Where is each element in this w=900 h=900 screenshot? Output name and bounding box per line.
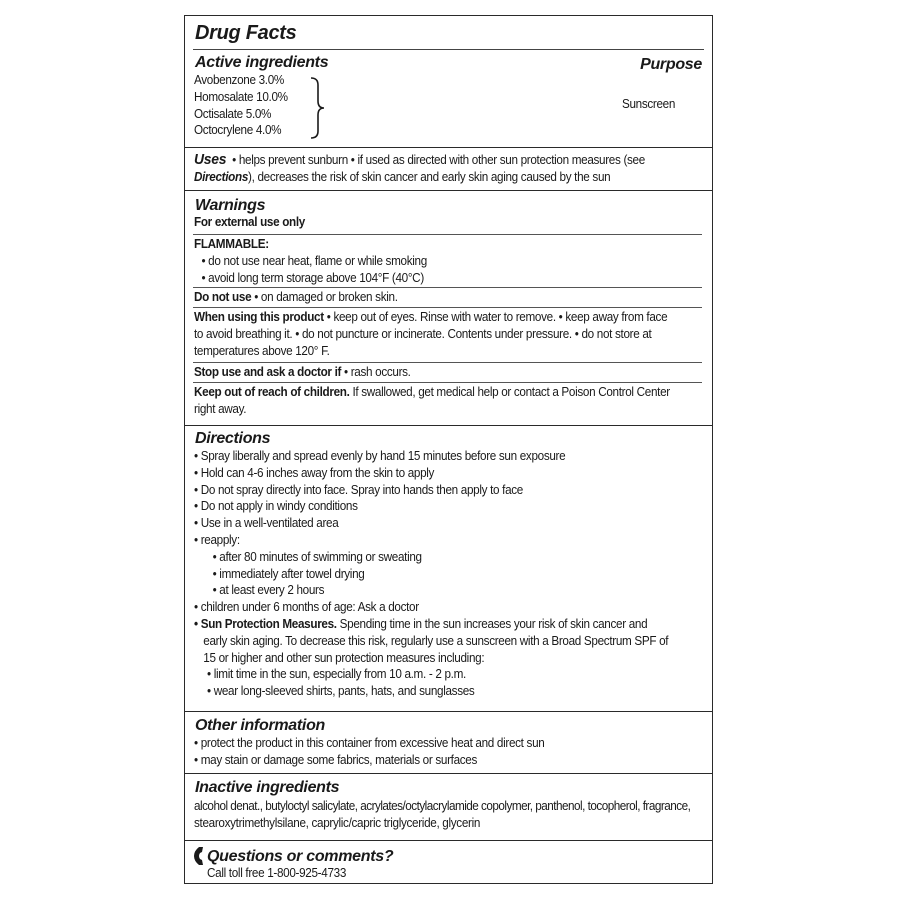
sub-rule [193, 362, 702, 363]
spm-line3: 15 or higher and other sun protection measures including: [203, 650, 485, 665]
section-rule [185, 190, 712, 191]
inactive-heading: Inactive ingredients [195, 779, 340, 796]
keep-out-line2: right away. [194, 401, 247, 416]
stop-use [194, 364, 411, 381]
flammable-item: • avoid long term storage above 104°F (40°C) [201, 270, 424, 285]
direction-item: • children under 6 months of age: Ask a doctor [194, 600, 419, 615]
title-rule [193, 49, 704, 50]
ingredient-brace [307, 76, 327, 140]
other-info-list [194, 735, 544, 769]
stop-use-label: Stop use and ask a doctor if [194, 365, 342, 379]
sub-rule [193, 382, 702, 383]
active-ingredient: Octisalate 5.0% [194, 106, 272, 121]
active-ingredient: Avobenzone 3.0% [194, 73, 284, 87]
keep-out [194, 384, 670, 418]
spm-line1: Spending time in the sun increases your risk of skin cancer and [336, 616, 648, 631]
direction-item: • Use in a well-ventilated area [194, 516, 339, 531]
direction-item: • Spray liberally and spread evenly by hand 15 minutes before sun exposure [194, 449, 566, 463]
flammable-block [194, 236, 427, 286]
section-rule [185, 425, 712, 426]
warnings-heading: Warnings [195, 197, 266, 214]
other-info-item: • may stain or damage some fabrics, materials or surfaces [194, 752, 478, 767]
sub-rule [193, 234, 702, 235]
other-info-item: • protect the product in this container from excessive heat and direct sun [194, 736, 545, 750]
section-rule [185, 711, 712, 712]
direction-item: • Do not spray directly into face. Spray into hands then apply to face [194, 482, 523, 497]
direction-item: • Hold can 4-6 inches away from the skin to apply [194, 465, 435, 480]
when-using-line1: • keep out of eyes. Rinse with water to remove. • keep away from face [323, 310, 668, 324]
when-using-line2: to avoid breathing it. • do not puncture or incinerate. Contents under pressure. • do not store at [194, 326, 652, 341]
phone-icon [194, 846, 206, 866]
uses-section [194, 152, 645, 186]
reapply-item: • at least every 2 hours [212, 583, 325, 598]
uses-line2: ), decreases the risk of skin cancer and early skin aging caused by the sun [248, 169, 611, 184]
purpose-sunscreen: Sunscreen [622, 97, 676, 111]
do-not-use-text: • on damaged or broken skin. [251, 290, 398, 304]
uses-heading: Uses [194, 151, 227, 168]
spm-item: • wear long-sleeved shirts, pants, hats, and sunglasses [207, 684, 475, 699]
stop-use-text: • rash occurs. [341, 365, 411, 379]
drug-facts-title: Drug Facts [195, 22, 297, 44]
purpose-heading: Purpose [640, 56, 702, 73]
sub-rule [193, 307, 702, 308]
directions-heading: Directions [195, 430, 271, 447]
active-ingredient-list [194, 72, 288, 139]
section-rule [185, 773, 712, 774]
inactive-line2: stearoxytrimethylsilane, caprylic/capric triglyceride, glycerin [194, 815, 481, 830]
questions-heading: Questions or comments? [207, 848, 394, 865]
flammable-item: • do not use near heat, flame or while smoking [201, 253, 427, 268]
flammable-label: FLAMMABLE: [194, 237, 269, 251]
direction-item: • Do not apply in windy conditions [194, 499, 358, 514]
do-not-use [194, 289, 398, 306]
uses-directions-ref: Directions [194, 169, 249, 184]
when-using-line3: temperatures above 120° F. [194, 343, 330, 358]
drug-facts-panel [184, 15, 713, 884]
other-info-heading: Other information [195, 717, 326, 734]
active-ingredients-heading: Active ingredients [195, 54, 329, 71]
uses-line1: • helps prevent sunburn • if used as directed with other sun protection measures (see [232, 153, 645, 167]
spm-item: • limit time in the sun, especially from 10 a.m. - 2 p.m. [207, 667, 466, 682]
active-ingredient: Homosalate 10.0% [194, 89, 288, 104]
questions-phone: Call toll free 1-800-925-4733 [207, 866, 347, 880]
keep-out-line1: If swallowed, get medical help or contact a Poison Control Center [349, 385, 670, 399]
keep-out-label: Keep out of reach of children. [194, 385, 350, 399]
reapply-item: • after 80 minutes of swimming or sweating [212, 549, 422, 564]
external-use-only: For external use only [194, 215, 305, 229]
spm-label: • Sun Protection Measures. [194, 616, 337, 631]
inactive-line1: alcohol denat., butyloctyl salicylate, acrylates/octylacrylamide copolymer, panthenol, tocopherol, fragrance, [194, 799, 691, 813]
section-rule [185, 147, 712, 148]
spm-line2: early skin aging. To decrease this risk, regularly use a sunscreen with a Broad Spectrum SPF of [203, 633, 669, 648]
active-ingredient: Octocrylene 4.0% [194, 123, 282, 138]
inactive-list [194, 798, 690, 832]
section-rule [185, 840, 712, 841]
direction-item: • reapply: [194, 532, 240, 547]
directions-list [194, 448, 668, 700]
sub-rule [193, 287, 702, 288]
reapply-item: • immediately after towel drying [212, 566, 365, 581]
when-using-label: When using this product [194, 310, 324, 324]
do-not-use-label: Do not use [194, 290, 252, 304]
when-using [194, 309, 667, 359]
